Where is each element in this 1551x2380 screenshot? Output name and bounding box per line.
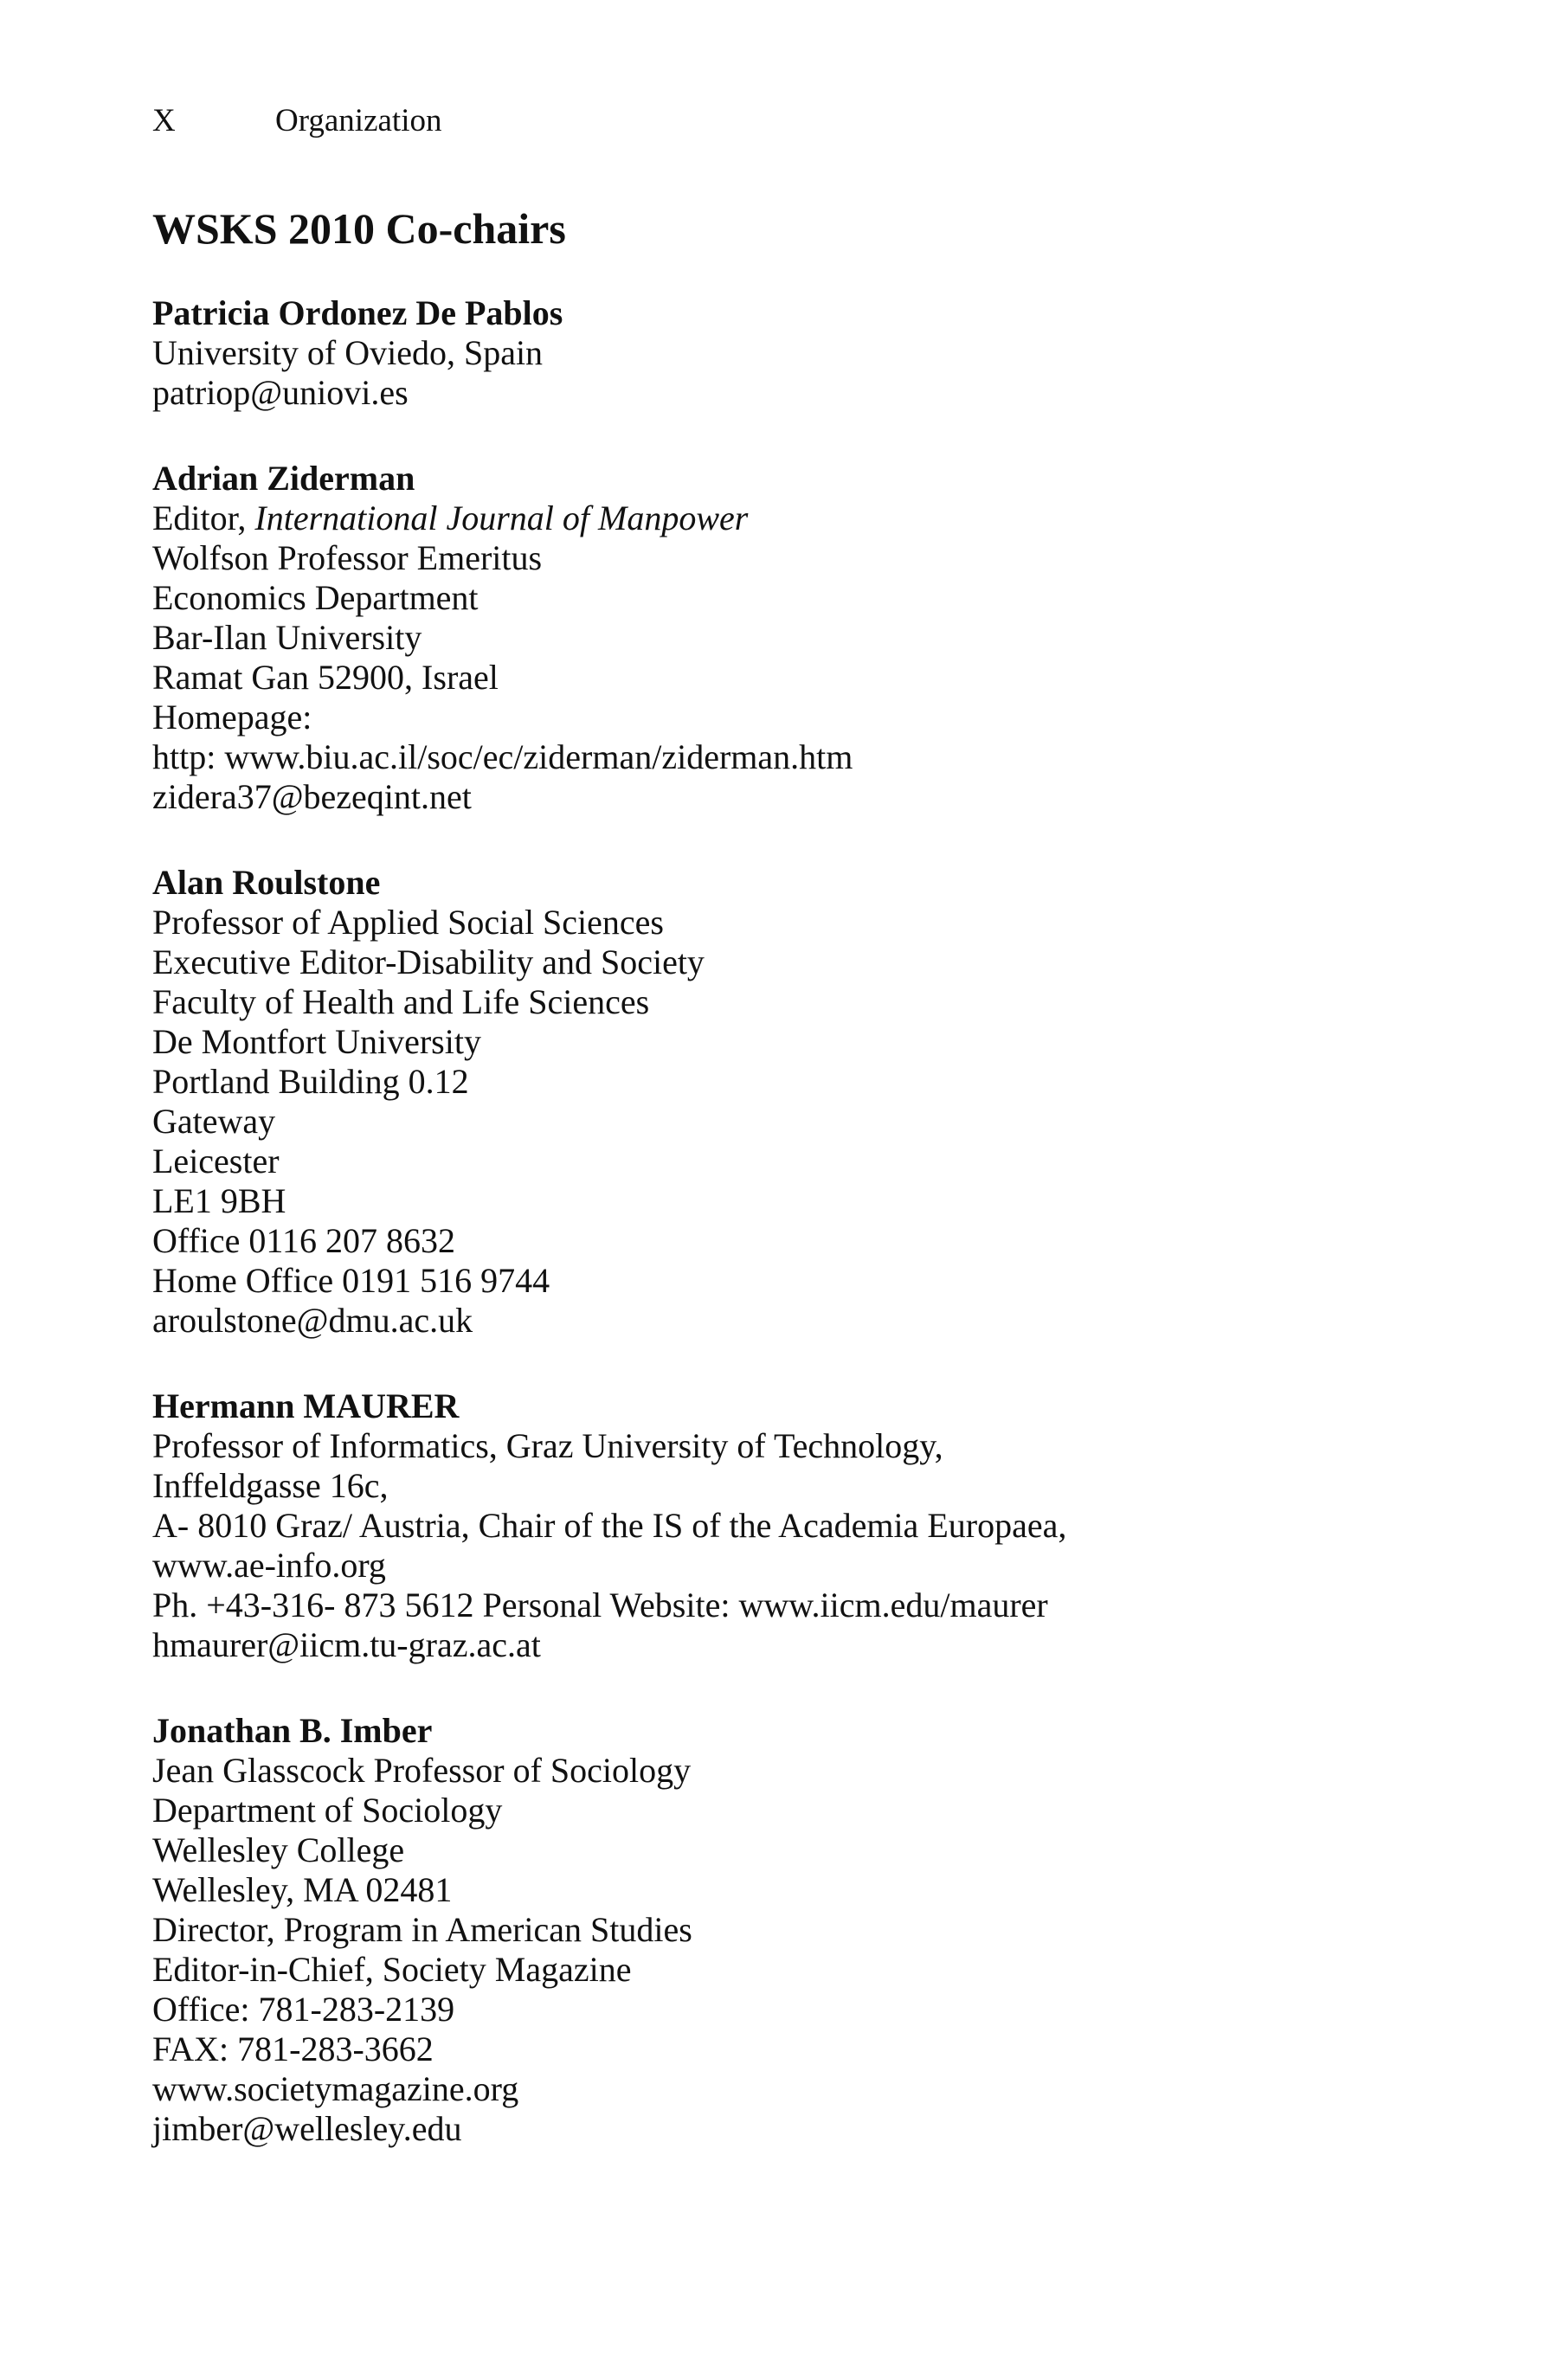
chair-detail-line: Economics Department [152, 578, 479, 617]
chair-detail-line: Homepage: [152, 698, 312, 737]
chair-detail-line: Wolfson Professor Emeritus [152, 538, 543, 577]
chair-detail-line: Wellesley College [152, 1830, 405, 1869]
chair-detail-line: www.ae-info.org [152, 1546, 386, 1585]
chair-detail-line: Portland Building 0.12 [152, 1062, 469, 1101]
chair-entry-maurer [152, 1386, 1381, 1665]
chair-detail-line: A- 8010 Graz/ Austria, Chair of the IS of the Academia Europaea, [152, 1506, 1067, 1545]
chair-detail-line: Inffeldgasse 16c, [152, 1466, 389, 1505]
chair-detail-line: Wellesley, MA 02481 [152, 1870, 453, 1909]
chair-detail-line: Office 0116 207 8632 [152, 1221, 455, 1260]
chair-entry-imber [152, 1711, 1381, 2149]
page-title: WSKS 2010 Co-chairs [152, 204, 566, 253]
chair-name: Hermann MAURER [152, 1386, 460, 1425]
chair-detail-line: Director, Program in American Studies [152, 1910, 692, 1949]
chair-email: aroulstone@dmu.ac.uk [152, 1301, 473, 1340]
running-header [152, 97, 1364, 145]
chair-detail-line: Ph. +43-316- 873 5612 Personal Website: www.iicm.edu/maurer [152, 1586, 1048, 1624]
chair-entry-roulstone [152, 863, 1381, 1341]
chair-detail-line: Editor-in-Chief, Society Magazine [152, 1950, 632, 1989]
chair-affiliation: University of Oviedo, Spain [152, 333, 544, 372]
chair-email: patriop@uniovi.es [152, 373, 409, 412]
chair-email: zidera37@bezeqint.net [152, 777, 472, 816]
chair-detail-line: Ramat Gan 52900, Israel [152, 658, 499, 697]
chair-detail-line: Home Office 0191 516 9744 [152, 1261, 550, 1300]
chair-detail-line: Bar-Ilan University [152, 618, 422, 657]
editor-prefix: Editor, [152, 499, 255, 537]
chair-detail-line: Professor of Informatics, Graz University of Technology, [152, 1426, 943, 1465]
chair-detail-line: Department of Sociology [152, 1791, 503, 1830]
chair-detail-line: Gateway [152, 1102, 276, 1141]
chair-homepage-url: http: www.biu.ac.il/soc/ec/ziderman/ziderman.htm [152, 737, 853, 776]
chair-entry-pablos [152, 293, 1381, 413]
chair-detail-line: Leicester [152, 1142, 280, 1180]
chair-detail-line: Office: 781-283-2139 [152, 1990, 455, 2029]
chair-detail-line: www.societymagazine.org [152, 2069, 519, 2108]
journal-title: International Journal of Manpower [254, 499, 749, 537]
chair-detail-line: FAX: 781-283-3662 [152, 2029, 434, 2068]
chair-detail-line: Professor of Applied Social Sciences [152, 903, 664, 942]
page-number: X [152, 103, 176, 138]
chair-name: Alan Roulstone [152, 863, 381, 902]
chair-name: Patricia Ordonez De Pablos [152, 293, 563, 332]
chair-detail-line: LE1 9BH [152, 1181, 286, 1220]
co-chairs-list [152, 293, 1381, 2195]
chair-detail-line: Executive Editor-Disability and Society [152, 942, 705, 981]
chair-email: hmaurer@iicm.tu-graz.ac.at [152, 1625, 541, 1664]
chair-detail-line: Faculty of Health and Life Sciences [152, 982, 650, 1021]
chair-name: Adrian Ziderman [152, 459, 415, 498]
section-name: Organization [275, 103, 442, 138]
chair-detail-line: Jean Glasscock Professor of Sociology [152, 1751, 692, 1790]
chair-entry-ziderman [152, 459, 1381, 817]
chair-email: jimber@wellesley.edu [152, 2109, 462, 2148]
chair-detail-line: De Montfort University [152, 1022, 481, 1061]
chair-name: Jonathan B. Imber [152, 1711, 433, 1750]
chair-editor-line [152, 499, 1381, 538]
